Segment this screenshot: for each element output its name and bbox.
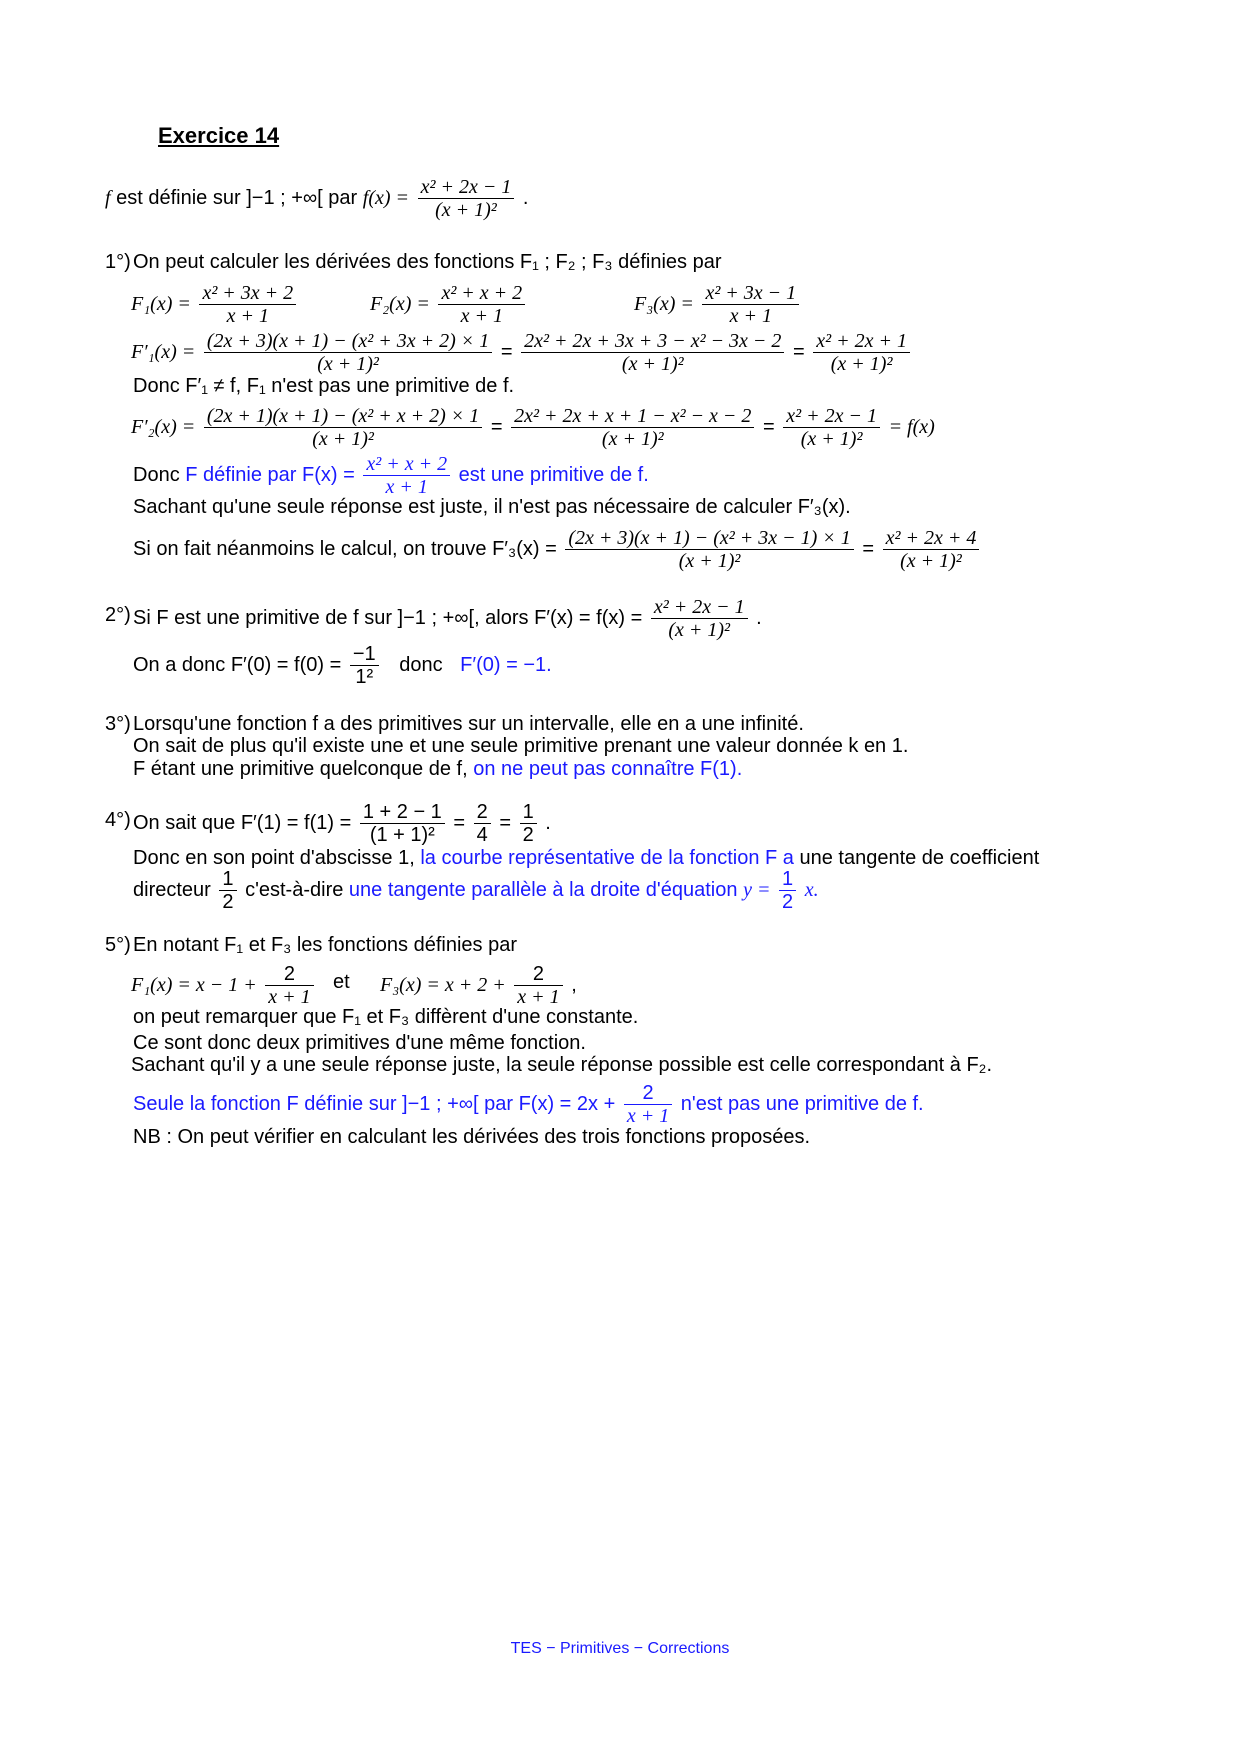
exercise-title: Exercice 14 [158, 123, 280, 148]
q3-line1: Lorsqu'une fonction f a des primitives sur un intervalle, elle en a une infinité. [133, 713, 804, 735]
q4-line3: directeur $\frac{1}{2}$ c'est-à-dire une tangente parallèle à la droite d'équation y = $\frac{1}{2}$ x. [133, 868, 819, 913]
q2-number: 2°) [105, 604, 131, 626]
q1-F3-def: F₃(x) = $\frac{\text{x² + 3x − 1}}{x + 1}$ [634, 282, 802, 327]
q5-line1: En notant F₁ et F₃ les fonctions définies par [133, 934, 517, 956]
q5-line6: Seule la fonction F définie sur ]−1 ; +∞[ par F(x) = 2x + $\frac{2}{x + 1}$ n'est pas une primitive de f. [133, 1082, 924, 1127]
q5-et: et [333, 971, 350, 993]
q3-line3: F étant une primitive quelconque de f, on ne peut pas connaître F(1). [133, 758, 743, 780]
q5-F1-def: F₁(x) = x − 1 + $\frac{2}{x + 1}$ [131, 963, 317, 1008]
q1-donc2: Donc F définie par F(x) = $\frac{\text{x² + x + 2}}{x + 1}$ est une primitive de f. [133, 453, 649, 498]
q1-sachant: Sachant qu'une seule réponse est juste, il n'est pas nécessaire de calculer F′₃(x). [133, 496, 851, 518]
q1-dF1: F′₁(x) = $\frac{\text{(2x + 3)(x + 1) − (x² + 3x + 2) × 1}}{\text{(x + 1)²}}$ = $\frac{\text{2x² + 2x + 3x + 3 − x² − 3x − 2}}{\text{(x + 1)²}}$ = $\frac{\text{x² + 2x + 1}}{\text{(x + 1)²}}$ [131, 330, 913, 375]
q1-sionfait: Si on fait néanmoins le calcul, on trouve F′₃(x) = $\frac{\text{(2x + 3)(x + 1) − (x² + 3x − 1) × 1}}{\text{(x + 1)²}}$ = $\frac{\text{x² + 2x + 4}}{\text{(x + 1)²}}$ [133, 527, 982, 572]
q5-number: 5°) [105, 934, 131, 956]
q4-line2: Donc en son point d'abscisse 1, la courbe représentative de la fonction F a une tangente de coefficient [133, 847, 1040, 869]
intro-line: f est définie sur ]−1 ; +∞[ par f(x) = $\frac{\text{x² + 2x − 1}}{\text{(x + 1)²}}$ . [105, 176, 529, 221]
q5-nb: NB : On peut vérifier en calculant les dérivées des trois fonctions proposées. [133, 1126, 811, 1148]
q5-line4: Ce sont donc deux primitives d'une même fonction. [133, 1032, 586, 1054]
q1-F1-def: F₁(x) = $\frac{\text{x² + 3x + 2}}{x + 1}$ [131, 282, 299, 327]
q5-line5: Sachant qu'il y a une seule réponse juste, la seule réponse possible est celle correspondant à F₂. [131, 1054, 992, 1076]
q1-F2-def: F₂(x) = $\frac{\text{x² + x + 2}}{x + 1}$ [370, 282, 528, 327]
q1-dF2: F′₂(x) = $\frac{\text{(2x + 1)(x + 1) − (x² + x + 2) × 1}}{\text{(x + 1)²}}$ = $\frac{\text{2x² + 2x + x + 1 − x² − x − 2}}{\text{(x + 1)²}}$ = $\frac{\text{x² + 2x − 1}}{\text{(x + 1)²}}$ = f(x) [131, 405, 935, 450]
q1-number: 1°) [105, 251, 131, 273]
q3-line2: On sait de plus qu'il existe une et une seule primitive prenant une valeur donnée k en 1. [133, 735, 909, 757]
f-symbol: f [105, 186, 111, 209]
q5-F3-def: F₃(x) = x + 2 + $\frac{2}{x + 1}$ , [380, 963, 577, 1008]
q1-line1: On peut calculer les dérivées des fonctions F₁ ; F₂ ; F₃ définies par [133, 251, 722, 273]
q3-number: 3°) [105, 713, 131, 735]
q2-line2: On a donc F′(0) = f(0) = $\frac{-1}{\text{1²}}$ donc F′(0) = −1. [133, 643, 552, 688]
q4-line1: On sait que F′(1) = f(1) = $\frac{1 + 2 - 1}{\text{(1 + 1)²}}$ = $\frac{2}{4}$ = $\frac{1}{2}$ . [133, 801, 551, 846]
q1-donc1: Donc F′₁ ≠ f, F₁ n'est pas une primitive de f. [133, 375, 515, 397]
intro-fraction: $\frac{\text{x² + 2x − 1}}{\text{(x + 1)²}}$ [418, 176, 515, 221]
q4-number: 4°) [105, 809, 131, 831]
page-footer: TES − Primitives − Corrections [510, 1640, 730, 1657]
q2-line1: Si F est une primitive de f sur ]−1 ; +∞[, alors F′(x) = f(x) = $\frac{\text{x² + 2x − 1}}{\text{(x + 1)²}}$ . [133, 596, 762, 641]
q5-line3: on peut remarquer que F₁ et F₃ diffèrent d'une constante. [133, 1006, 639, 1028]
